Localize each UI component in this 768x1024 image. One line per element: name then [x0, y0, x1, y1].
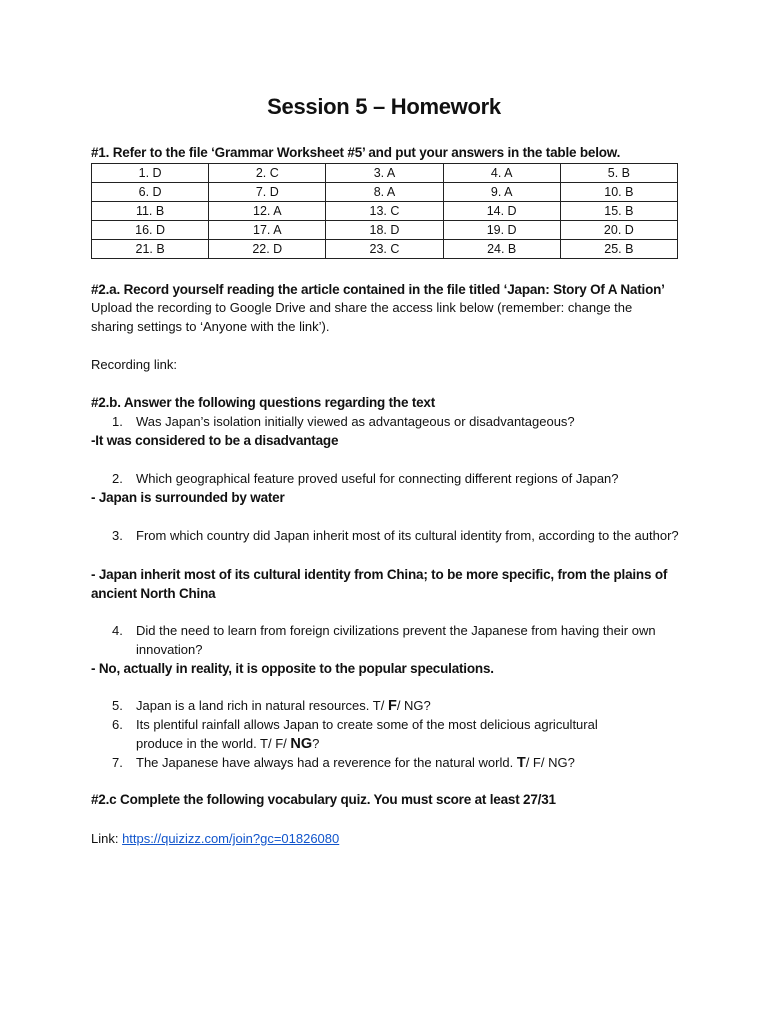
question-7	[112, 754, 575, 773]
table-row	[92, 183, 678, 202]
recording-link-label: Recording link:	[91, 357, 177, 372]
question-4	[112, 622, 656, 657]
table-cell: 3. A	[326, 164, 443, 183]
table-cell: 24. B	[443, 240, 560, 259]
question-number: 1.	[112, 414, 123, 429]
question-text-line2: produce in the world. T/ F/	[136, 735, 291, 751]
table-row	[92, 202, 678, 221]
section2a-heading: #2.a. Record yourself reading the article contained in the file titled ‘Japan: Story Of A Nation’	[91, 282, 665, 297]
table-cell: 1. D	[92, 164, 209, 183]
table-cell: 20. D	[560, 221, 677, 240]
question-6	[112, 716, 598, 752]
question-3	[112, 527, 679, 546]
page-title: Session 5 – Homework	[267, 94, 501, 119]
table-row	[92, 221, 678, 240]
table-cell: 17. A	[209, 221, 326, 240]
table-cell: 19. D	[443, 221, 560, 240]
table-cell: 22. D	[209, 240, 326, 259]
table-cell: 2. C	[209, 164, 326, 183]
question-text-tail: ?	[312, 735, 320, 751]
question-text: Which geographical feature proved useful for connecting different regions of Japan?	[136, 471, 619, 486]
question-text	[136, 716, 696, 753]
question-2	[112, 470, 619, 489]
table-cell: 23. C	[326, 240, 443, 259]
question-text-tail: / NG?	[396, 698, 431, 713]
question-text: From which country did Japan inherit most of its cultural identity from, according to the author?	[136, 528, 679, 543]
answer-table	[91, 163, 678, 259]
table-cell: 9. A	[443, 183, 560, 202]
answer-1: -It was considered to be a disadvantage	[91, 433, 339, 448]
question-number: 5.	[112, 698, 123, 713]
table-cell: 21. B	[92, 240, 209, 259]
table-row	[92, 240, 678, 259]
section2a-line1: Upload the recording to Google Drive and share the access link below (remember: change the	[91, 300, 633, 315]
section2b-heading: #2.b. Answer the following questions regarding the text	[91, 395, 436, 410]
table-cell: 4. A	[443, 164, 560, 183]
table-cell: 13. C	[326, 202, 443, 221]
table-cell: 11. B	[92, 202, 209, 221]
section1-heading: #1. Refer to the file ‘Grammar Worksheet #5’ and put your answers in the table below.	[91, 145, 621, 160]
question-number: 2.	[112, 471, 123, 486]
table-cell: 16. D	[92, 221, 209, 240]
table-cell: 7. D	[209, 183, 326, 202]
table-cell: 12. A	[209, 202, 326, 221]
question-number: 3.	[112, 528, 123, 543]
question-text-line1: Its plentiful rainfall allows Japan to create some of the most delicious agricultural	[136, 717, 598, 732]
question-number: 4.	[112, 623, 123, 638]
question-text	[136, 754, 696, 773]
table-cell: 5. B	[560, 164, 677, 183]
selected-answer-mark: F	[387, 698, 397, 714]
section2c-heading: #2.c Complete the following vocabulary quiz. You must score at least 27/31	[91, 792, 556, 807]
answer-2: - Japan is surrounded by water	[91, 490, 285, 505]
quiz-link-label: Link:	[91, 831, 123, 846]
section2a-line2: sharing settings to ‘Anyone with the link’).	[91, 319, 330, 334]
table-cell: 8. A	[326, 183, 443, 202]
selected-answer-mark: T	[516, 755, 526, 771]
question-1	[112, 413, 575, 432]
question-text: Was Japan’s isolation initially viewed as advantageous or disadvantageous?	[136, 414, 575, 429]
table-cell: 10. B	[560, 183, 677, 202]
table-cell: 14. D	[443, 202, 560, 221]
question-text	[136, 697, 696, 716]
question-text-tail: / F/ NG?	[525, 755, 575, 770]
answer-4: - No, actually in reality, it is opposite to the popular speculations.	[91, 661, 494, 676]
answer-3: - Japan inherit most of its cultural identity from China; to be more specific, from the plains of ancient North China	[91, 567, 668, 601]
table-cell: 25. B	[560, 240, 677, 259]
quiz-link[interactable]: https://quizizz.com/join?gc=01826080	[122, 831, 340, 846]
question-text-main: The Japanese have always had a reverence for the natural world.	[136, 755, 517, 770]
question-number: 7.	[112, 755, 123, 770]
question-text-main: Japan is a land rich in natural resources. T/	[136, 698, 388, 713]
question-number: 6.	[112, 717, 123, 732]
quiz-link-line	[91, 830, 339, 849]
table-cell: 18. D	[326, 221, 443, 240]
selected-answer-mark: NG	[290, 735, 313, 752]
table-cell: 15. B	[560, 202, 677, 221]
table-row	[92, 164, 678, 183]
question-5	[112, 697, 431, 716]
question-text: Did the need to learn from foreign civilizations prevent the Japanese from having their own innovation?	[136, 623, 656, 657]
table-cell: 6. D	[92, 183, 209, 202]
